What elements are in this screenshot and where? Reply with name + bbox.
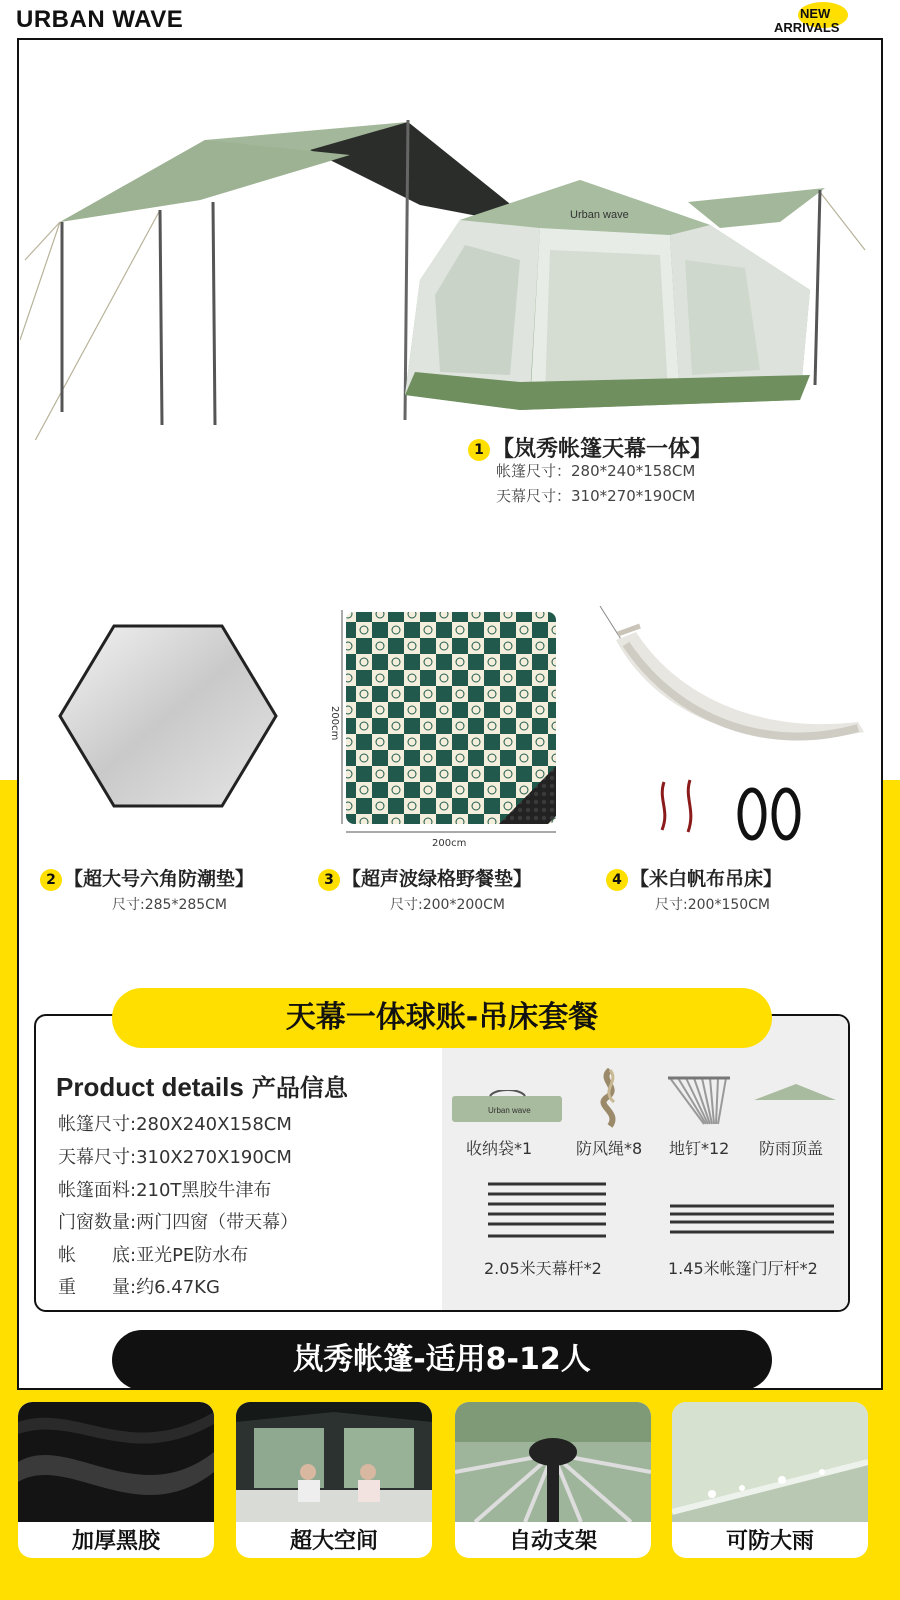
feature-label: 自动支架 bbox=[508, 1529, 597, 1554]
new-arrivals-badge bbox=[770, 2, 862, 38]
ground-stakes-image bbox=[664, 1074, 740, 1128]
package-banner: 天幕一体球账-吊床套餐 bbox=[112, 988, 772, 1048]
accessory-title-mat bbox=[40, 864, 254, 891]
item-number-badge: 4 bbox=[606, 869, 628, 891]
badge-line1: NEW bbox=[800, 6, 831, 21]
feature-card-rainproof bbox=[672, 1402, 868, 1558]
mat-dimension-bottom: 200cm bbox=[432, 838, 467, 849]
feature-label: 可防大雨 bbox=[725, 1529, 814, 1554]
part-label-stakes: 地钉*12 bbox=[669, 1139, 730, 1158]
picnic-mat-image bbox=[324, 606, 564, 852]
feature-label: 加厚黑胶 bbox=[71, 1529, 160, 1554]
detail-line: 帐篷尺寸:280X240X158CM bbox=[58, 1114, 292, 1135]
detail-line: 帐篷面料:210T黑胶牛津布 bbox=[58, 1180, 272, 1201]
capacity-banner: 岚秀帐篷-适用8-12人 bbox=[112, 1330, 772, 1390]
product-details-cn: 产品信息 bbox=[251, 1075, 348, 1102]
tent-title bbox=[468, 432, 712, 463]
mat-dimension-side: 200cm bbox=[329, 706, 340, 741]
badge-line2: ARRIVALS bbox=[774, 20, 840, 35]
black-fabric-image bbox=[18, 1402, 214, 1522]
feature-card-big-space bbox=[236, 1402, 432, 1558]
bag-logo-text: Urban wave bbox=[488, 1106, 531, 1115]
part-label-bag: 收纳袋*1 bbox=[466, 1139, 533, 1158]
part-label-rope: 防风绳*8 bbox=[576, 1139, 643, 1158]
hexagon-mat-image bbox=[56, 620, 280, 812]
rainfly-image bbox=[752, 1082, 838, 1104]
door-poles-image bbox=[668, 1202, 836, 1236]
feature-card-black-coating bbox=[18, 1402, 214, 1558]
part-label-rainfly: 防雨顶盖 bbox=[759, 1139, 824, 1158]
rainproof-fabric-image bbox=[672, 1402, 868, 1522]
canopy-spec-size: 天幕尺寸：310*270*190CM bbox=[496, 487, 696, 505]
auto-frame-image bbox=[455, 1402, 651, 1522]
item-number-badge: 1 bbox=[468, 439, 490, 461]
accessory-title-text: 【米白帆布吊床】 bbox=[630, 868, 783, 890]
accessory-size-picnic: 尺寸:200*200CM bbox=[390, 897, 506, 913]
accessory-title-hammock bbox=[606, 864, 782, 891]
canopy-poles-image bbox=[486, 1180, 608, 1242]
storage-bag-image bbox=[450, 1090, 564, 1124]
accessory-size-mat: 尺寸:285*285CM bbox=[112, 897, 228, 913]
tent-spec-size: 帐篷尺寸：280*240*158CM bbox=[496, 462, 696, 480]
tent-logo-text: Urban wave bbox=[570, 209, 629, 221]
detail-line: 重 量:约6.47KG bbox=[58, 1277, 220, 1298]
detail-line: 帐 底:亚光PE防水布 bbox=[58, 1245, 249, 1266]
hammock-image bbox=[596, 604, 866, 844]
tent-interior-image bbox=[236, 1402, 432, 1522]
part-label-canopy-poles: 2.05米天幕杆*2 bbox=[484, 1259, 602, 1278]
tent-title-text: 【岚秀帐篷天幕一体】 bbox=[492, 437, 713, 462]
accessory-title-text: 【超大号六角防潮垫】 bbox=[64, 868, 255, 890]
product-details-en: Product details bbox=[56, 1072, 244, 1102]
item-number-badge: 3 bbox=[318, 869, 340, 891]
feature-card-auto-frame bbox=[455, 1402, 651, 1558]
feature-label: 超大空间 bbox=[289, 1529, 378, 1554]
product-details-heading bbox=[56, 1068, 348, 1103]
item-number-badge: 2 bbox=[40, 869, 62, 891]
accessory-title-text: 【超声波绿格野餐垫】 bbox=[342, 868, 533, 890]
tent-canopy-image bbox=[20, 110, 880, 440]
accessory-size-hammock: 尺寸:200*150CM bbox=[655, 897, 771, 913]
detail-line: 天幕尺寸:310X270X190CM bbox=[58, 1147, 292, 1168]
part-label-door-poles: 1.45米帐篷门厅杆*2 bbox=[668, 1259, 818, 1278]
brand-logo: URBAN WAVE bbox=[16, 6, 184, 33]
detail-line: 门窗数量:两门四窗（带天幕） bbox=[58, 1212, 299, 1233]
accessory-title-picnic bbox=[318, 864, 532, 891]
wind-rope-image bbox=[592, 1068, 628, 1128]
